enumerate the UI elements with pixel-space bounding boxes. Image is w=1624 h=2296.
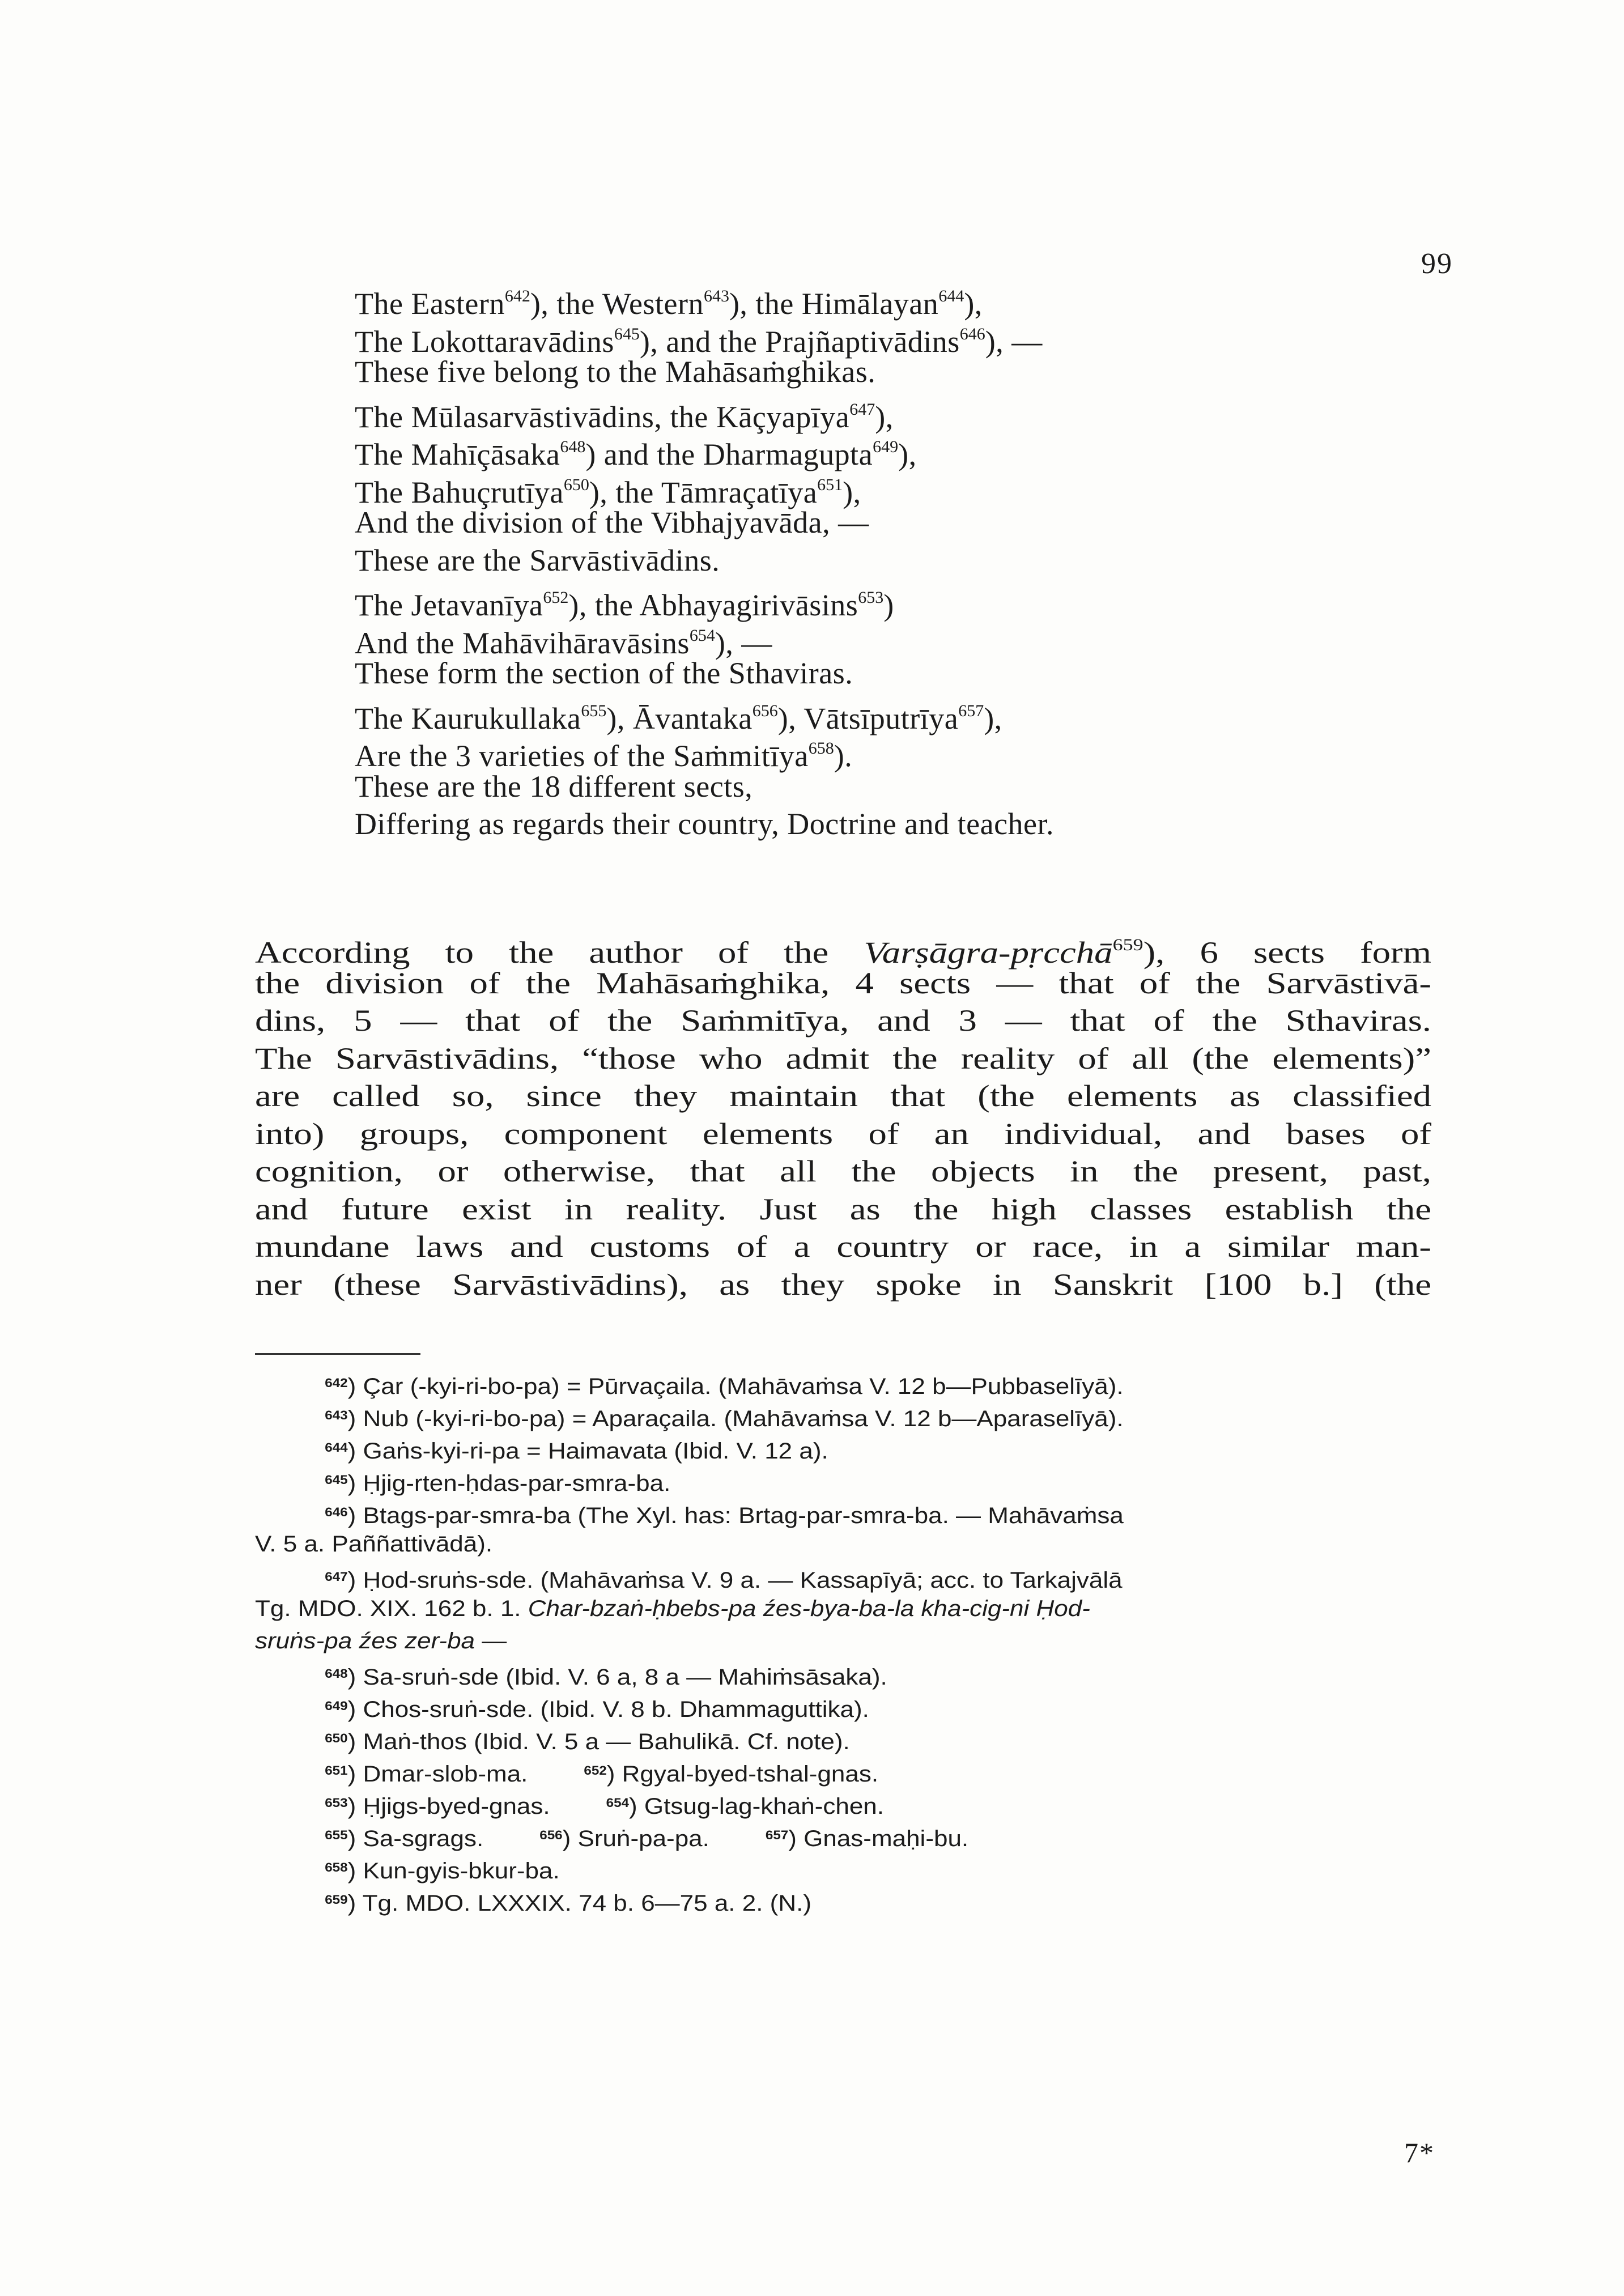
prose-paragraph [255, 926, 1431, 1303]
text-run: The Lokottaravādins [355, 324, 614, 359]
footnote-ref: 653 [858, 588, 884, 607]
text-run: are called so, since they maintain that (the elements as classified [255, 1079, 1431, 1113]
footnote-ref: 651 [817, 475, 843, 494]
footnote-number: 649 [325, 1699, 348, 1713]
prose-line [255, 1115, 1431, 1153]
footnote-ref: 643 [703, 287, 729, 305]
footnote-number: 657 [765, 1828, 789, 1842]
text-run: Differing as regards their country, Doctrine and teacher. [355, 807, 1055, 841]
prose-line [255, 1153, 1431, 1190]
text-run: These five belong to the Mahāsaṁghikas. [355, 355, 876, 389]
verse-block [355, 278, 1556, 843]
text-run: — [475, 1629, 507, 1653]
text-run: ) Btags-par-smra-ba (The Xyl. has: Brtag-par-smra-ba. — Mahāvaṁsa [347, 1503, 1124, 1528]
text-run: The Jetavanīya [355, 588, 543, 622]
footnote-ref: 654 [689, 626, 715, 645]
prose-line [255, 1077, 1431, 1115]
footnote-line [255, 1819, 1371, 1851]
text-run: ), the Tāmraçatīya [589, 475, 818, 509]
text-run: Tg. MDO. XIX. 162 b. 1. [255, 1596, 528, 1621]
text-run: ) Kun-gyis-bkur-ba. [347, 1859, 560, 1883]
text-run: ), — [715, 626, 772, 660]
text-run: ) Gaṅs-kyi-ri-pa = Haimavata (Ibid. V. 12 a). [347, 1439, 828, 1464]
signature-mark: 7* [1404, 2137, 1435, 2169]
footnote-ref: 648 [560, 437, 586, 456]
text-run: ) Rgyal-byed-tshal-gnas. [606, 1762, 879, 1787]
verse-line [355, 617, 1556, 660]
footnote-ref: 657 [958, 701, 984, 720]
italic-title: Char-bzaṅ-ḥbebs-pa źes-bya-ba-la kha-cig-ni Ḥod- [528, 1596, 1090, 1621]
text-run: dins, 5 — that of the Saṁmitīya, and 3 — that of the Sthaviras. [255, 1004, 1431, 1038]
footnote-ref: 642 [504, 287, 530, 305]
verse-line [355, 805, 1556, 843]
text-run: ) and the Dharmagupta [585, 437, 873, 471]
footnote-ref: 647 [849, 399, 875, 419]
text-run: ) Dmar-slob-ma. [347, 1762, 528, 1787]
text-run: ), [898, 437, 917, 471]
footnote-line [255, 1851, 1371, 1883]
footnote-number: 643 [325, 1408, 348, 1422]
text-run: ) Gtsug-lag-khaṅ-chen. [629, 1794, 885, 1819]
footnote-number: 653 [325, 1796, 348, 1810]
text-run: The Sarvāstivādins, “those who admit the reality of all (the elements)” [255, 1041, 1431, 1075]
prose-line [255, 1190, 1431, 1228]
text-run: These are the Sarvāstivādins. [355, 543, 720, 577]
text-run: The Eastern [355, 287, 505, 321]
text-run: ), 6 sects form [1143, 936, 1431, 970]
verse-line [355, 768, 1556, 806]
verse-line [355, 428, 1556, 471]
footnote-number: 644 [325, 1440, 348, 1455]
text-run: ) Ḥjig-rten-ḥdas-par-smra-ba. [347, 1471, 671, 1496]
prose-line [255, 964, 1431, 1002]
footnote-line [255, 1496, 1371, 1528]
prose-line [255, 1228, 1431, 1266]
footnote-ref: 645 [614, 324, 640, 343]
text-run: ), the Western [530, 287, 704, 321]
text-run: ) Nub (-kyi-ri-bo-pa) = Aparaçaila. (Mahāvaṁsa V. 12 b—Aparaselīyā). [347, 1406, 1124, 1431]
text-run: ) Tg. MDO. LXXXIX. 74 b. 6—75 a. 2. (N.) [347, 1891, 811, 1916]
text-run: According to the author of the [255, 936, 864, 970]
italic-title: Varṣāgra-pṛcchā [864, 936, 1113, 970]
prose-line [255, 1002, 1431, 1040]
text-run: ), the Himālayan [729, 287, 939, 321]
footnote-line [255, 1528, 1371, 1561]
footnote-line [255, 1657, 1371, 1690]
page-number: 99 [1421, 248, 1453, 280]
footnote-number: 654 [606, 1796, 630, 1810]
text-run: ), and the Prajñaptivādins [639, 324, 960, 359]
footnote-ref: 646 [959, 324, 985, 343]
footnote-line [255, 1787, 1371, 1819]
footnote-ref: 644 [938, 287, 964, 305]
text-run: The Bahuçrutīya [355, 475, 564, 509]
footnotes [255, 1367, 1371, 1916]
footnote-number: 646 [325, 1505, 348, 1519]
text-run: The Mūlasarvāstivādins, the Kāçyapīya [355, 399, 850, 434]
text-run: The Mahīçāsaka [355, 437, 560, 471]
footnote-number: 659 [325, 1893, 348, 1907]
text-run: V. 5 a. Paññattivādā). [255, 1532, 493, 1557]
footnote-number: 651 [325, 1763, 348, 1778]
footnote-number: 647 [325, 1570, 348, 1584]
verse-line [355, 579, 1556, 622]
verse-line [355, 542, 1556, 580]
verse-line [355, 504, 1556, 542]
italic-title: sruṅs-pa źes zer-ba [255, 1629, 475, 1653]
text-run: ), [964, 287, 983, 321]
text-run: ), [875, 399, 894, 434]
text-run: And the division of the Vibhajyavāda, — [355, 505, 869, 539]
text-run: ), [843, 475, 861, 509]
footnote-rule [255, 1353, 420, 1355]
text-run: ), Vātsīputrīya [777, 701, 959, 735]
text-run: the division of the Mahāsaṁghika, 4 sects — that of the Sarvāstivā- [255, 966, 1431, 1000]
text-run: ) Chos-sruṅ-sde. (Ibid. V. 8 b. Dhammaguttika). [347, 1697, 869, 1722]
footnote-line [255, 1431, 1371, 1464]
footnote-ref: 650 [563, 475, 589, 494]
text-run: ) Ḥjigs-byed-gnas. [347, 1794, 550, 1819]
footnote-number: 645 [325, 1473, 348, 1487]
verse-line [355, 391, 1556, 434]
footnote-ref: 649 [873, 437, 899, 456]
text-run: The Kaurukullaka [355, 701, 581, 735]
verse-line [355, 692, 1556, 735]
prose-line [255, 926, 1431, 970]
verse-line [355, 316, 1556, 359]
footnote-line [255, 1625, 1371, 1657]
text-run: ) Sa-sruṅ-sde (Ibid. V. 6 a, 8 a — Mahiṁsāsaka). [347, 1665, 887, 1690]
footnote-line [255, 1754, 1371, 1787]
verse-line [355, 278, 1556, 321]
text-run: ) Sa-sgrags. [347, 1826, 484, 1851]
footnote-line [255, 1561, 1371, 1593]
text-run: These are the 18 different sects, [355, 769, 753, 803]
text-run: ), Āvantaka [606, 701, 753, 735]
footnote-line [255, 1464, 1371, 1496]
footnote-ref: 659 [1112, 936, 1143, 954]
text-run: ner (these Sarvāstivādins), as they spoke in Sanskrit [100 b.] (the [255, 1267, 1431, 1302]
footnote-ref: 658 [808, 739, 834, 758]
text-run: mundane laws and customs of a country or race, in a similar man- [255, 1230, 1431, 1264]
text-run: ) [883, 588, 894, 622]
prose-line [255, 1040, 1431, 1078]
footnote-line [255, 1399, 1371, 1431]
text-run: ) Sruṅ-pa-pa. [562, 1826, 709, 1851]
text-run: ), — [985, 324, 1043, 359]
footnote-number: 658 [325, 1860, 348, 1874]
footnote-line [255, 1690, 1371, 1722]
footnote-line [255, 1593, 1371, 1625]
footnote-ref: 656 [752, 701, 778, 720]
text-run: ) Maṅ-thos (Ibid. V. 5 a — Bahulikā. Cf. note). [347, 1729, 850, 1754]
verse-line [355, 654, 1556, 692]
text-run: These form the section of the Sthaviras. [355, 656, 853, 690]
text-run: Are the 3 varieties of the Saṁmitīya [355, 739, 809, 773]
text-run: ) Gnas-maḥi-bu. [788, 1826, 969, 1851]
text-run: ), [984, 701, 1002, 735]
text-run: ) Ḥod-sruṅs-sde. (Mahāvaṁsa V. 9 a. — Kassapīyā; acc. to Tarkajvālā [347, 1568, 1123, 1593]
prose-line [255, 1266, 1431, 1304]
text-run: and future exist in reality. Just as the high classes establish the [255, 1192, 1431, 1226]
verse-line [355, 466, 1556, 509]
text-run: ) Çar (-kyi-ri-bo-pa) = Pūrvaçaila. (Mahāvaṁsa V. 12 b—Pubbaselīyā). [347, 1374, 1124, 1399]
footnote-line [255, 1722, 1371, 1754]
text-run: ). [834, 739, 853, 773]
footnote-number: 648 [325, 1666, 348, 1681]
text-run: And the Mahāvihāravāsins [355, 626, 690, 660]
footnote-number: 642 [325, 1376, 348, 1390]
footnote-line [255, 1367, 1371, 1399]
footnote-ref: 655 [581, 701, 607, 720]
footnote-number: 655 [325, 1828, 348, 1842]
text-run: cognition, or otherwise, that all the objects in the present, past, [255, 1154, 1431, 1188]
text-run: into) groups, component elements of an individual, and bases of [255, 1116, 1431, 1151]
footnote-number: 652 [584, 1763, 607, 1778]
footnote-number: 656 [539, 1828, 563, 1842]
footnote-number: 650 [325, 1731, 348, 1745]
text-run: ), the Abhayagirivāsins [568, 588, 858, 622]
footnote-line [255, 1883, 1371, 1916]
footnote-ref: 652 [543, 588, 569, 607]
